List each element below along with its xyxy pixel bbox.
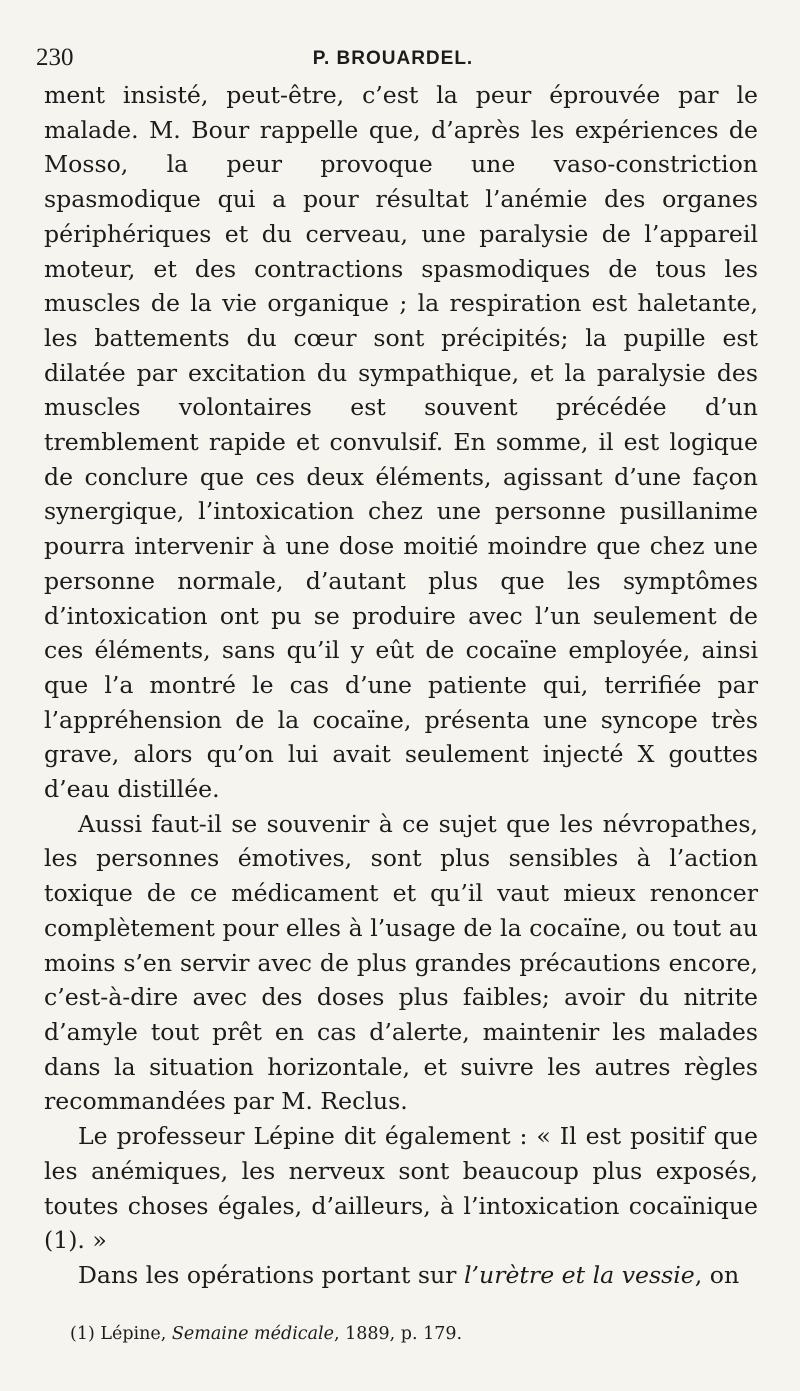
paragraph-operations <box>44 1258 758 1293</box>
paragraph-lepine-quote: Le professeur Lépine dit également : « Il est positif que les anémiques, les nerveux sont beaucoup plus exposés, toutes choses égales, d’ailleurs, à l’intoxication cocaïnique (1). » <box>44 1122 758 1255</box>
footnote-journal: Semaine médicale <box>171 1324 334 1344</box>
footnote-marker: (1) <box>70 1324 95 1344</box>
paragraph-continuation: ment insisté, peut-être, c’est la peur éprouvée par le malade. M. Bour rappelle que, d’après les expériences de Mosso, la peur provoque une vaso-constriction spasmodique qui a pour résultat l’anémie des organes périphériques et du cerveau, une paralysie de l’appareil moteur, et des contractions spasmodiques de tous les muscles de la vie organique ; la respiration est haletante, les battements du cœur sont précipités; la pupille est dilatée par excitation du sympathique, et la paralysie des muscles volontaires est souvent précédée d’un tremblement rapide et convulsif. En somme, il est logique de conclure que ces deux éléments, agissant d’une façon synergique, l’intoxication chez une personne pusillanime pourra intervenir à une dose moitié moindre que chez une personne normale, d’autant plus que les symptômes d’intoxication ont pu se produire avec l’un seulement de ces éléments, sans qu’il y eût de cocaïne employée, ainsi que l’a montré le cas d’une patiente qui, terrifiée par l’appréhension de la cocaïne, présenta une syncope très grave, alors qu’on lui avait seulement injecté X gouttes d’eau distillée. <box>44 81 758 804</box>
paragraph-operations-italic: l’urètre et la vessie <box>463 1260 695 1289</box>
page-header <box>30 44 756 76</box>
paragraph-operations-start: Dans les opérations portant sur <box>78 1260 464 1289</box>
page-number: 230 <box>36 44 74 71</box>
paragraph-neuropaths: Aussi faut-il se souvenir à ce sujet que les névropathes, les personnes émotives, sont plus sensibles à l’action toxique de ce médicament et qu’il vaut mieux renoncer complètement pour elles à l’usage de la cocaïne, ou tout au moins s’en servir avec de plus grandes précautions encore, c’est-à-dire avec des doses plus faibles; avoir du nitrite d’amyle tout prêt en cas d’alerte, maintenir les malades dans la situation horizontale, et suivre les autres règles recommandées par M. Reclus. <box>44 809 758 1116</box>
footnote-reference: , 1889, p. 179. <box>334 1324 463 1344</box>
body-text <box>44 78 758 1293</box>
paragraph-operations-end: , on <box>694 1260 740 1289</box>
footnote-author: Lépine, <box>94 1324 172 1344</box>
footnote <box>70 1324 462 1344</box>
running-head: P. BROUARDEL. <box>312 48 474 69</box>
